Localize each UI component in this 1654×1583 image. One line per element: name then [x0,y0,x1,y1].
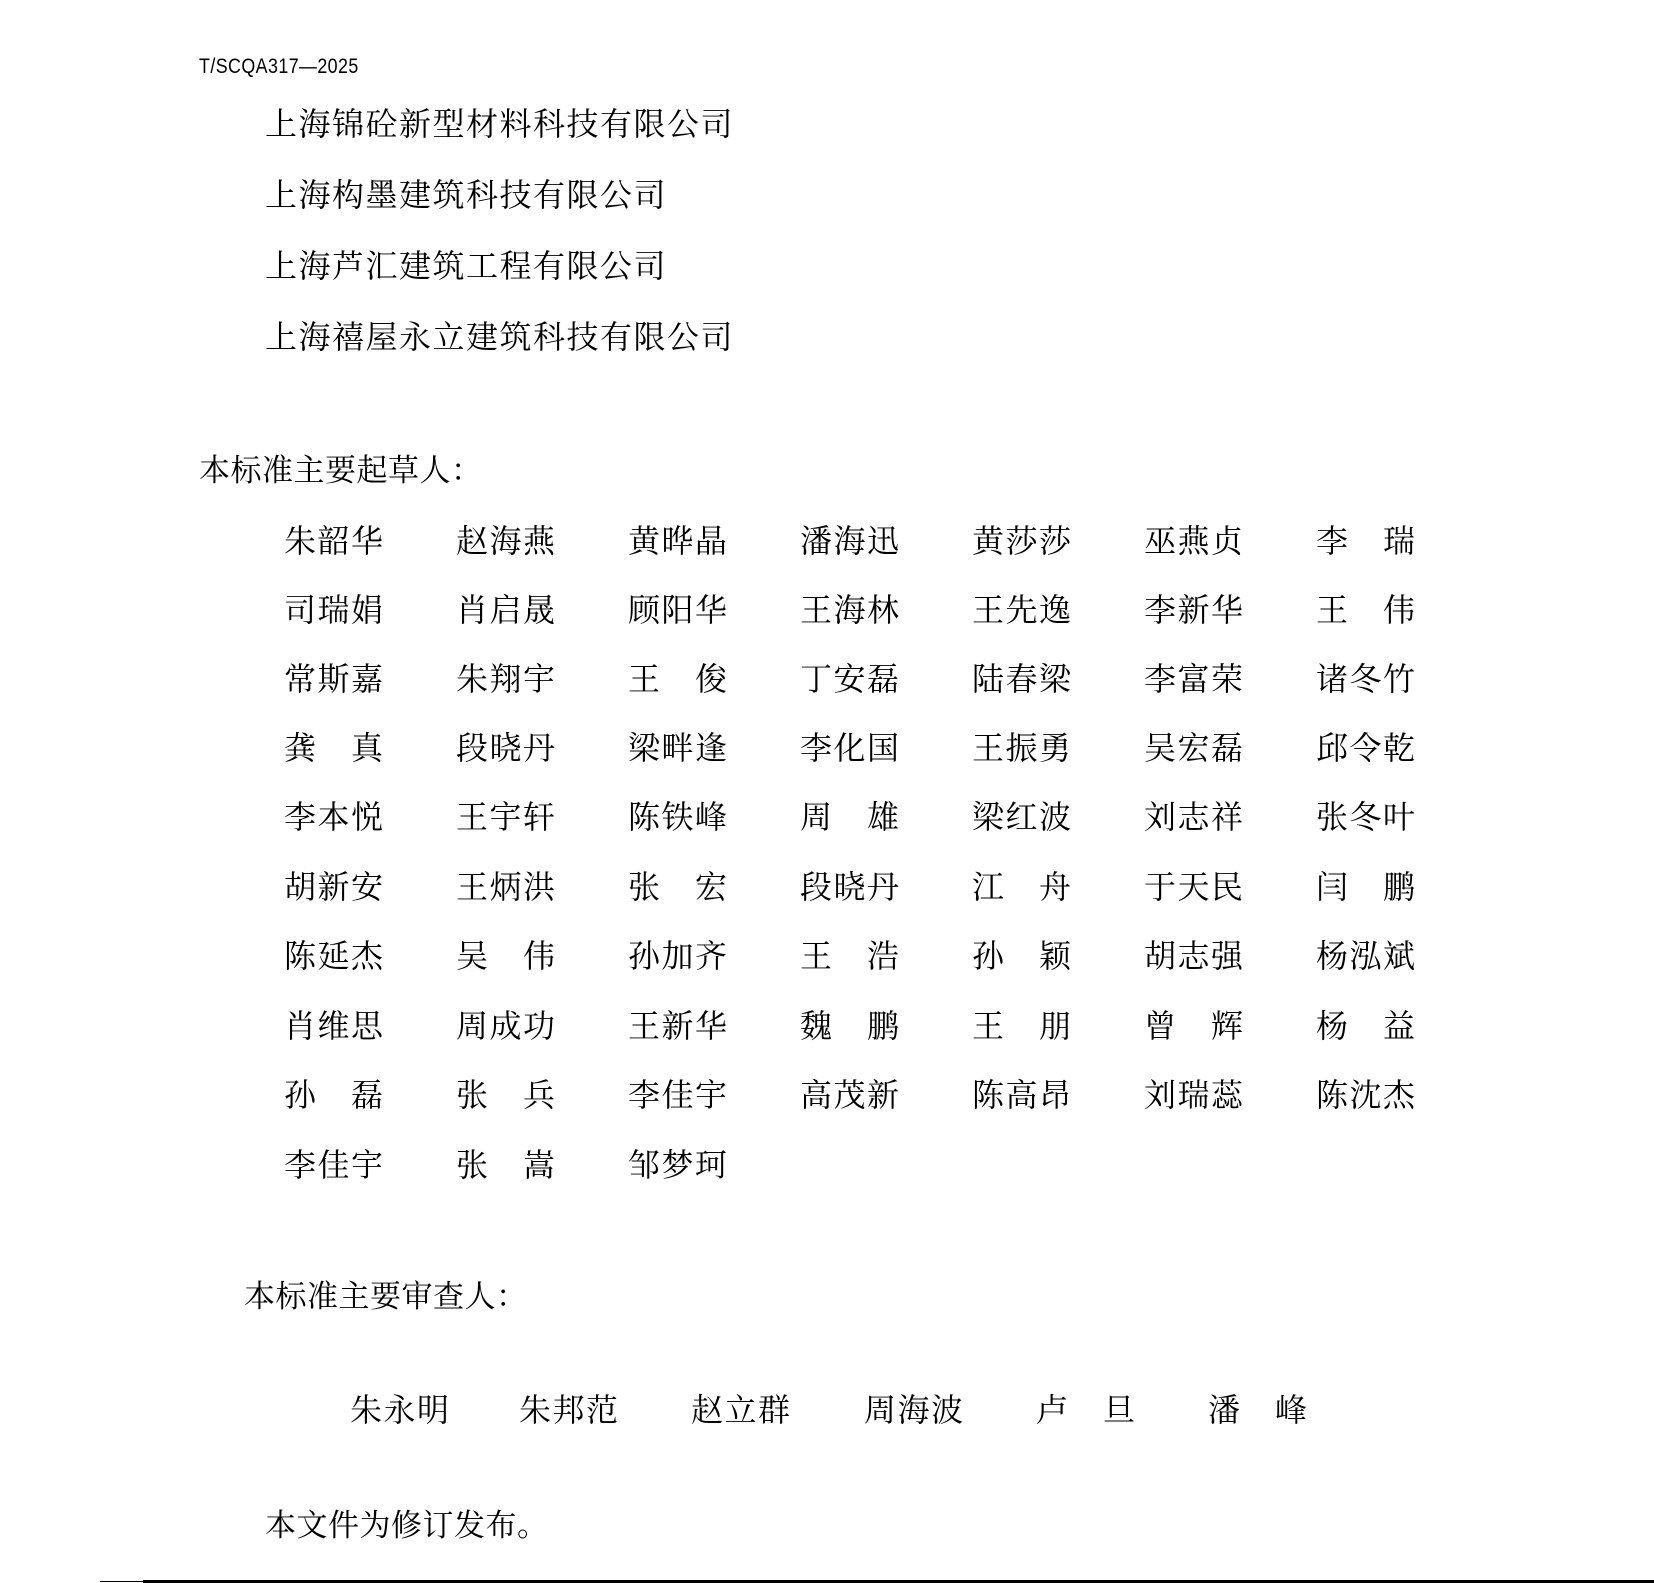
name-char: 晓 [489,729,522,767]
name-char: 益 [1382,1007,1415,1045]
name-char: 颖 [1038,937,1071,975]
name-char: 安 [350,868,383,906]
drafter-name [284,868,383,906]
name-char: 于 [1144,868,1177,906]
name-char: 黄 [972,522,1005,560]
name-char: 祥 [1210,798,1243,836]
drafter-name [628,660,727,698]
name-char: 肖 [284,1007,317,1045]
revision-note: 本文件为修订发布。 [265,1508,549,1544]
name-char: 李 [1316,522,1349,560]
drafter-name [972,1007,1071,1045]
name-char: 梁 [972,798,1005,836]
name-char: 海 [489,522,522,560]
drafter-name [1316,1007,1415,1045]
name-char: 潘 [800,522,833,560]
name-char: 海 [833,591,866,629]
name-char: 旦 [1102,1391,1135,1429]
name-char: 浩 [866,937,899,975]
name-char: 龚 [284,729,317,767]
name-char: 宇 [694,1076,727,1114]
name-char: 令 [1349,729,1382,767]
drafter-name [628,937,727,975]
name-char: 范 [585,1391,618,1429]
name-char: 晓 [833,868,866,906]
reviewer-name [864,1391,963,1429]
name-char: 李 [800,729,833,767]
name-char: 邦 [552,1391,585,1429]
name-char: 周 [800,798,833,836]
drafter-name [284,1146,383,1184]
name-char: 功 [522,1007,555,1045]
name-char: 兵 [522,1076,555,1114]
name-char: 沈 [1349,1076,1382,1114]
company-name: 上海构墨建筑科技有限公司 [265,176,668,214]
standard-number: T/SCQA317—2025 [199,55,359,78]
name-char: 宏 [694,868,727,906]
name-char: 王 [800,591,833,629]
drafter-name [1144,937,1243,975]
name-char: 峰 [694,798,727,836]
name-char: 华 [694,591,727,629]
name-char: 吴 [1144,729,1177,767]
name-char: 叶 [1382,798,1415,836]
drafter-name [1316,522,1415,560]
name-char: 肖 [456,591,489,629]
drafter-name [1316,868,1415,906]
name-char: 荣 [1210,660,1243,698]
drafter-name [456,660,555,698]
drafter-name [800,591,899,629]
name-char: 真 [350,729,383,767]
name-char: 富 [1177,660,1210,698]
name-char: 王 [456,798,489,836]
reviewer-name [691,1391,790,1429]
name-char: 齐 [694,937,727,975]
company-name: 上海锦砼新型材料科技有限公司 [265,105,735,143]
name-char: 王 [1316,591,1349,629]
name-char: 华 [694,1007,727,1045]
drafter-name [1316,591,1415,629]
name-char: 洪 [522,868,555,906]
name-char: 张 [456,1076,489,1114]
name-char: 伟 [1382,591,1415,629]
name-char: 段 [800,868,833,906]
drafter-name [456,937,555,975]
drafter-name [1144,868,1243,906]
name-char: 杰 [350,937,383,975]
name-char: 佳 [317,1146,350,1184]
name-char: 加 [661,937,694,975]
name-char: 民 [1210,868,1243,906]
name-char: 逢 [694,729,727,767]
name-char: 波 [1038,798,1071,836]
name-char: 李 [284,1146,317,1184]
name-char: 江 [972,868,1005,906]
name-char: 红 [1005,798,1038,836]
name-char: 娟 [350,591,383,629]
drafter-name [972,868,1071,906]
name-char: 朱 [350,1391,383,1429]
name-char: 张 [628,868,661,906]
drafter-name [800,729,899,767]
drafter-name [800,868,899,906]
drafter-name [284,729,383,767]
name-char: 延 [317,937,350,975]
name-char: 燕 [1177,522,1210,560]
name-char: 珂 [694,1146,727,1184]
drafter-name [800,660,899,698]
name-char: 陈 [972,1076,1005,1114]
drafter-name [284,660,383,698]
name-char: 新 [1177,591,1210,629]
name-char: 磊 [866,660,899,698]
name-char: 新 [661,1007,694,1045]
drafter-name [284,1007,383,1045]
name-char: 蕊 [1210,1076,1243,1114]
drafter-name [972,729,1071,767]
company-name: 上海芦汇建筑工程有限公司 [265,247,668,285]
reviewer-name [1036,1391,1135,1429]
drafter-name [628,1146,727,1184]
drafter-name [1316,1076,1415,1114]
reviewers-heading: 本标准主要审查人： [244,1279,528,1315]
name-char: 李 [628,1076,661,1114]
name-char: 舟 [1038,868,1071,906]
name-char: 梦 [661,1146,694,1184]
name-char: 泓 [1349,937,1382,975]
name-char: 司 [284,591,317,629]
drafter-name [628,591,727,629]
name-char: 丹 [522,729,555,767]
name-char: 群 [757,1391,790,1429]
name-char: 胡 [284,868,317,906]
name-char: 胡 [1144,937,1177,975]
name-char: 海 [897,1391,930,1429]
name-char: 茂 [833,1076,866,1114]
name-char: 嘉 [350,660,383,698]
drafter-name [972,798,1071,836]
name-char: 杨 [1316,1007,1349,1045]
name-char: 宇 [489,798,522,836]
name-char: 孙 [284,1076,317,1114]
name-char: 华 [350,522,383,560]
drafter-name [1316,798,1415,836]
name-char: 本 [317,798,350,836]
drafter-name [800,1007,899,1045]
name-char: 闫 [1316,868,1349,906]
drafter-name [456,522,555,560]
name-char: 佳 [661,1076,694,1114]
name-char: 诸 [1316,660,1349,698]
drafter-name [284,798,383,836]
name-char: 安 [833,660,866,698]
name-char: 莎 [1038,522,1071,560]
drafters-heading: 本标准主要起草人： [199,453,483,489]
name-char: 孙 [628,937,661,975]
drafter-name [284,591,383,629]
name-char: 朱 [519,1391,552,1429]
name-char: 悦 [350,798,383,836]
name-char: 思 [350,1007,383,1045]
company-name: 上海禧屋永立建筑科技有限公司 [265,318,735,356]
name-char: 陈 [628,798,661,836]
name-char: 陈 [284,937,317,975]
drafter-name [628,868,727,906]
name-char: 邹 [628,1146,661,1184]
name-char: 林 [866,591,899,629]
name-char: 李 [1144,591,1177,629]
drafter-name [972,937,1071,975]
drafter-name [628,729,727,767]
drafter-name [1144,522,1243,560]
name-char: 乾 [1382,729,1415,767]
name-char: 辉 [1210,1007,1243,1045]
footer-rule-thin [100,1581,145,1582]
name-char: 陆 [972,660,1005,698]
name-char: 朋 [1038,1007,1071,1045]
name-char: 梁 [1038,660,1071,698]
name-char: 王 [800,937,833,975]
name-char: 丁 [800,660,833,698]
name-char: 昂 [1038,1076,1071,1114]
name-char: 杨 [1316,937,1349,975]
name-char: 铁 [661,798,694,836]
drafter-name [800,1076,899,1114]
name-char: 贞 [1210,522,1243,560]
drafter-name [1316,729,1415,767]
name-char: 伟 [522,937,555,975]
name-char: 新 [866,1076,899,1114]
name-char: 韶 [317,522,350,560]
name-char: 立 [724,1391,757,1429]
drafter-name [284,1076,383,1114]
name-char: 志 [1177,798,1210,836]
name-char: 魏 [800,1007,833,1045]
name-char: 逸 [1038,591,1071,629]
name-char: 李 [284,798,317,836]
name-char: 高 [1005,1076,1038,1114]
drafter-name [628,522,727,560]
name-char: 王 [972,1007,1005,1045]
name-char: 强 [1210,937,1243,975]
name-char: 邱 [1316,729,1349,767]
drafter-name [628,1007,727,1045]
name-char: 黄 [628,522,661,560]
name-char: 王 [628,660,661,698]
name-char: 嵩 [522,1146,555,1184]
drafter-name [1144,798,1243,836]
name-char: 俊 [694,660,727,698]
name-char: 宏 [1177,729,1210,767]
name-char: 雄 [866,798,899,836]
name-char: 周 [456,1007,489,1045]
name-char: 斌 [1382,937,1415,975]
name-char: 冬 [1349,660,1382,698]
drafter-name [456,729,555,767]
name-char: 轩 [522,798,555,836]
name-char: 波 [930,1391,963,1429]
name-char: 晔 [661,522,694,560]
drafter-name [1144,591,1243,629]
drafter-name [972,522,1071,560]
reviewer-name [350,1391,449,1429]
name-char: 赵 [691,1391,724,1429]
name-char: 斯 [317,660,350,698]
name-char: 吴 [456,937,489,975]
drafter-name [1144,729,1243,767]
name-char: 陈 [1316,1076,1349,1114]
name-char: 高 [800,1076,833,1114]
name-char: 莎 [1005,522,1038,560]
reviewer-name [1208,1391,1307,1429]
name-char: 春 [1005,660,1038,698]
drafter-name [972,660,1071,698]
name-char: 梁 [628,729,661,767]
name-char: 张 [1316,798,1349,836]
name-char: 瑞 [1382,522,1415,560]
name-char: 成 [489,1007,522,1045]
drafter-name [1144,660,1243,698]
name-char: 刘 [1144,798,1177,836]
name-char: 冬 [1349,798,1382,836]
drafter-name [284,522,383,560]
name-char: 鹏 [1382,868,1415,906]
name-char: 朱 [456,660,489,698]
drafter-name [800,937,899,975]
name-char: 阳 [661,591,694,629]
name-char: 海 [833,522,866,560]
name-char: 勇 [1038,729,1071,767]
name-char: 华 [1210,591,1243,629]
name-char: 新 [317,868,350,906]
name-char: 畔 [661,729,694,767]
name-char: 天 [1177,868,1210,906]
drafter-name [456,1007,555,1045]
name-char: 瑞 [317,591,350,629]
drafter-name [456,591,555,629]
name-char: 李 [1144,660,1177,698]
name-char: 丹 [866,868,899,906]
name-char: 峰 [1274,1391,1307,1429]
name-char: 宇 [350,1146,383,1184]
name-char: 志 [1177,937,1210,975]
drafter-name [972,1076,1071,1114]
name-char: 振 [1005,729,1038,767]
drafter-name [800,522,899,560]
name-char: 刘 [1144,1076,1177,1114]
name-char: 张 [456,1146,489,1184]
drafter-name [628,1076,727,1114]
name-char: 炳 [489,868,522,906]
name-char: 国 [866,729,899,767]
name-char: 赵 [456,522,489,560]
name-char: 王 [456,868,489,906]
name-char: 永 [383,1391,416,1429]
name-char: 巫 [1144,522,1177,560]
name-char: 明 [416,1391,449,1429]
name-char: 先 [1005,591,1038,629]
name-char: 王 [628,1007,661,1045]
name-char: 曾 [1144,1007,1177,1045]
name-char: 宇 [522,660,555,698]
name-char: 维 [317,1007,350,1045]
drafter-name [628,798,727,836]
drafter-name [456,1076,555,1114]
name-char: 朱 [284,522,317,560]
drafter-name [1144,1076,1243,1114]
drafter-name [1144,1007,1243,1045]
name-char: 燕 [522,522,555,560]
name-char: 顾 [628,591,661,629]
name-char: 常 [284,660,317,698]
name-char: 磊 [1210,729,1243,767]
drafter-name [456,868,555,906]
name-char: 卢 [1036,1391,1069,1429]
name-char: 晶 [694,522,727,560]
name-char: 迅 [866,522,899,560]
name-char: 晟 [522,591,555,629]
drafter-name [456,798,555,836]
drafter-name [284,937,383,975]
drafter-name [1316,660,1415,698]
name-char: 鹏 [866,1007,899,1045]
name-char: 孙 [972,937,1005,975]
name-char: 周 [864,1391,897,1429]
drafter-name [456,1146,555,1184]
name-char: 启 [489,591,522,629]
name-char: 杰 [1382,1076,1415,1114]
drafter-name [800,798,899,836]
name-char: 王 [972,591,1005,629]
name-char: 潘 [1208,1391,1241,1429]
drafter-name [1316,937,1415,975]
name-char: 瑞 [1177,1076,1210,1114]
drafter-name [972,591,1071,629]
reviewer-name [519,1391,618,1429]
name-char: 化 [833,729,866,767]
name-char: 翔 [489,660,522,698]
name-char: 竹 [1382,660,1415,698]
name-char: 段 [456,729,489,767]
name-char: 磊 [350,1076,383,1114]
name-char: 王 [972,729,1005,767]
